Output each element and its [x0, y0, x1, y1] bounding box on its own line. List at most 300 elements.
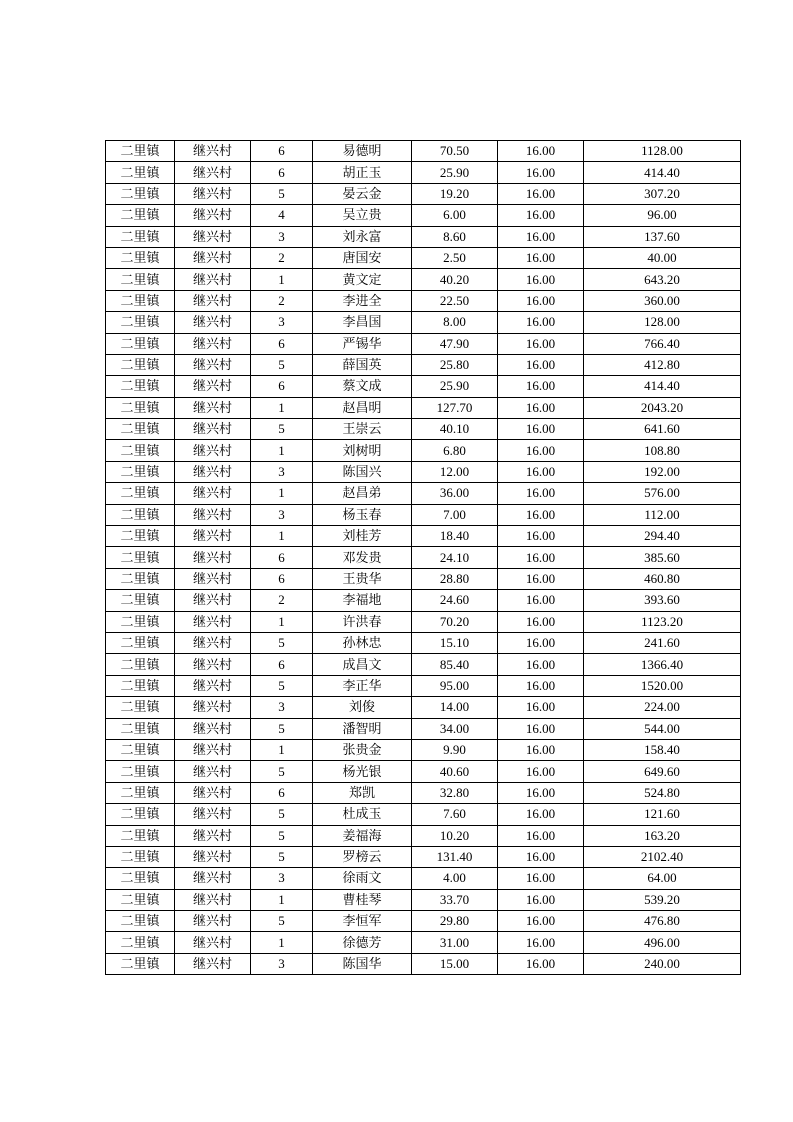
cell-area: 36.00: [412, 483, 498, 504]
cell-amount: 649.60: [584, 761, 741, 782]
cell-area: 28.80: [412, 568, 498, 589]
cell-amount: 1128.00: [584, 141, 741, 162]
cell-village: 继兴村: [175, 397, 251, 418]
cell-amount: 544.00: [584, 718, 741, 739]
table-row: [106, 590, 741, 611]
cell-price: 16.00: [498, 568, 584, 589]
cell-amount: 1520.00: [584, 675, 741, 696]
cell-name: 刘桂芳: [313, 526, 412, 547]
cell-area: 9.90: [412, 739, 498, 760]
cell-village: 继兴村: [175, 568, 251, 589]
cell-name: 刘俊: [313, 697, 412, 718]
table-row: [106, 953, 741, 974]
cell-group: 6: [251, 162, 313, 183]
cell-area: 40.60: [412, 761, 498, 782]
cell-town: 二里镇: [106, 183, 175, 204]
cell-village: 继兴村: [175, 141, 251, 162]
cell-town: 二里镇: [106, 953, 175, 974]
cell-village: 继兴村: [175, 654, 251, 675]
cell-amount: 576.00: [584, 483, 741, 504]
cell-area: 70.50: [412, 141, 498, 162]
cell-area: 34.00: [412, 718, 498, 739]
cell-name: 赵昌明: [313, 397, 412, 418]
cell-amount: 40.00: [584, 247, 741, 268]
cell-village: 继兴村: [175, 226, 251, 247]
cell-village: 继兴村: [175, 547, 251, 568]
table-row: [106, 804, 741, 825]
cell-village: 继兴村: [175, 697, 251, 718]
cell-price: 16.00: [498, 911, 584, 932]
cell-amount: 2043.20: [584, 397, 741, 418]
cell-village: 继兴村: [175, 483, 251, 504]
cell-town: 二里镇: [106, 804, 175, 825]
cell-amount: 360.00: [584, 290, 741, 311]
table-row: [106, 718, 741, 739]
cell-town: 二里镇: [106, 632, 175, 653]
cell-amount: 1366.40: [584, 654, 741, 675]
cell-town: 二里镇: [106, 547, 175, 568]
cell-area: 12.00: [412, 461, 498, 482]
cell-group: 6: [251, 333, 313, 354]
cell-name: 徐德芳: [313, 932, 412, 953]
cell-village: 继兴村: [175, 461, 251, 482]
cell-area: 8.00: [412, 312, 498, 333]
cell-price: 16.00: [498, 290, 584, 311]
cell-group: 6: [251, 568, 313, 589]
cell-area: 40.10: [412, 419, 498, 440]
cell-amount: 240.00: [584, 953, 741, 974]
cell-area: 40.20: [412, 269, 498, 290]
cell-village: 继兴村: [175, 354, 251, 375]
cell-amount: 641.60: [584, 419, 741, 440]
cell-group: 6: [251, 782, 313, 803]
cell-village: 继兴村: [175, 718, 251, 739]
cell-area: 24.60: [412, 590, 498, 611]
cell-area: 8.60: [412, 226, 498, 247]
cell-price: 16.00: [498, 846, 584, 867]
cell-village: 继兴村: [175, 932, 251, 953]
cell-village: 继兴村: [175, 632, 251, 653]
table-row: [106, 846, 741, 867]
cell-village: 继兴村: [175, 440, 251, 461]
cell-group: 5: [251, 718, 313, 739]
cell-amount: 224.00: [584, 697, 741, 718]
cell-amount: 412.80: [584, 354, 741, 375]
cell-town: 二里镇: [106, 354, 175, 375]
cell-price: 16.00: [498, 183, 584, 204]
cell-village: 继兴村: [175, 739, 251, 760]
cell-group: 3: [251, 868, 313, 889]
cell-price: 16.00: [498, 739, 584, 760]
cell-town: 二里镇: [106, 504, 175, 525]
cell-amount: 393.60: [584, 590, 741, 611]
cell-town: 二里镇: [106, 868, 175, 889]
cell-amount: 496.00: [584, 932, 741, 953]
cell-area: 25.80: [412, 354, 498, 375]
cell-name: 王贵华: [313, 568, 412, 589]
cell-area: 25.90: [412, 376, 498, 397]
cell-amount: 294.40: [584, 526, 741, 547]
cell-town: 二里镇: [106, 141, 175, 162]
cell-price: 16.00: [498, 761, 584, 782]
cell-group: 3: [251, 461, 313, 482]
cell-price: 16.00: [498, 483, 584, 504]
cell-town: 二里镇: [106, 675, 175, 696]
table-row: [106, 461, 741, 482]
cell-price: 16.00: [498, 932, 584, 953]
cell-town: 二里镇: [106, 782, 175, 803]
cell-name: 李正华: [313, 675, 412, 696]
cell-town: 二里镇: [106, 419, 175, 440]
cell-village: 继兴村: [175, 526, 251, 547]
cell-village: 继兴村: [175, 269, 251, 290]
cell-amount: 158.40: [584, 739, 741, 760]
cell-price: 16.00: [498, 226, 584, 247]
cell-name: 杨光银: [313, 761, 412, 782]
cell-name: 邓发贵: [313, 547, 412, 568]
table-row: [106, 761, 741, 782]
cell-town: 二里镇: [106, 911, 175, 932]
cell-amount: 476.80: [584, 911, 741, 932]
cell-area: 127.70: [412, 397, 498, 418]
cell-town: 二里镇: [106, 290, 175, 311]
cell-name: 郑凯: [313, 782, 412, 803]
table-row: [106, 141, 741, 162]
cell-amount: 766.40: [584, 333, 741, 354]
table-row: [106, 504, 741, 525]
cell-group: 1: [251, 739, 313, 760]
cell-price: 16.00: [498, 141, 584, 162]
cell-town: 二里镇: [106, 611, 175, 632]
cell-town: 二里镇: [106, 269, 175, 290]
cell-price: 16.00: [498, 354, 584, 375]
cell-price: 16.00: [498, 526, 584, 547]
table-row: [106, 162, 741, 183]
cell-village: 继兴村: [175, 290, 251, 311]
cell-price: 16.00: [498, 782, 584, 803]
cell-town: 二里镇: [106, 590, 175, 611]
cell-group: 6: [251, 547, 313, 568]
cell-area: 95.00: [412, 675, 498, 696]
cell-group: 3: [251, 226, 313, 247]
cell-price: 16.00: [498, 333, 584, 354]
cell-town: 二里镇: [106, 483, 175, 504]
table-row: [106, 312, 741, 333]
cell-town: 二里镇: [106, 440, 175, 461]
cell-group: 5: [251, 911, 313, 932]
cell-price: 16.00: [498, 953, 584, 974]
cell-group: 5: [251, 825, 313, 846]
cell-name: 唐国安: [313, 247, 412, 268]
table-row: [106, 526, 741, 547]
cell-price: 16.00: [498, 547, 584, 568]
cell-area: 6.00: [412, 205, 498, 226]
cell-area: 19.20: [412, 183, 498, 204]
cell-price: 16.00: [498, 397, 584, 418]
cell-village: 继兴村: [175, 761, 251, 782]
cell-amount: 128.00: [584, 312, 741, 333]
cell-area: 85.40: [412, 654, 498, 675]
cell-amount: 121.60: [584, 804, 741, 825]
cell-village: 继兴村: [175, 782, 251, 803]
cell-name: 薛国英: [313, 354, 412, 375]
table-row: [106, 333, 741, 354]
cell-price: 16.00: [498, 440, 584, 461]
cell-price: 16.00: [498, 697, 584, 718]
cell-town: 二里镇: [106, 568, 175, 589]
cell-price: 16.00: [498, 205, 584, 226]
table-row: [106, 654, 741, 675]
cell-amount: 241.60: [584, 632, 741, 653]
table-row: [106, 889, 741, 910]
cell-price: 16.00: [498, 718, 584, 739]
cell-group: 3: [251, 504, 313, 525]
cell-town: 二里镇: [106, 654, 175, 675]
cell-group: 5: [251, 804, 313, 825]
cell-name: 陈国华: [313, 953, 412, 974]
cell-village: 继兴村: [175, 675, 251, 696]
cell-name: 徐雨文: [313, 868, 412, 889]
cell-village: 继兴村: [175, 419, 251, 440]
cell-group: 4: [251, 205, 313, 226]
cell-amount: 1123.20: [584, 611, 741, 632]
cell-group: 1: [251, 889, 313, 910]
cell-area: 2.50: [412, 247, 498, 268]
cell-amount: 643.20: [584, 269, 741, 290]
cell-area: 15.10: [412, 632, 498, 653]
cell-name: 刘树明: [313, 440, 412, 461]
cell-name: 罗榜云: [313, 846, 412, 867]
cell-area: 14.00: [412, 697, 498, 718]
cell-group: 1: [251, 440, 313, 461]
cell-price: 16.00: [498, 590, 584, 611]
table-row: [106, 269, 741, 290]
cell-amount: 96.00: [584, 205, 741, 226]
cell-name: 姜福海: [313, 825, 412, 846]
cell-village: 继兴村: [175, 953, 251, 974]
cell-group: 5: [251, 183, 313, 204]
cell-name: 易德明: [313, 141, 412, 162]
cell-village: 继兴村: [175, 247, 251, 268]
cell-village: 继兴村: [175, 183, 251, 204]
table-row: [106, 483, 741, 504]
table-row: [106, 205, 741, 226]
cell-name: 李福地: [313, 590, 412, 611]
cell-price: 16.00: [498, 889, 584, 910]
table-body: [106, 141, 741, 975]
table-row: [106, 825, 741, 846]
cell-price: 16.00: [498, 825, 584, 846]
cell-village: 继兴村: [175, 911, 251, 932]
cell-price: 16.00: [498, 675, 584, 696]
cell-town: 二里镇: [106, 226, 175, 247]
cell-area: 47.90: [412, 333, 498, 354]
cell-group: 5: [251, 846, 313, 867]
cell-area: 15.00: [412, 953, 498, 974]
cell-group: 1: [251, 269, 313, 290]
cell-town: 二里镇: [106, 312, 175, 333]
cell-name: 李进全: [313, 290, 412, 311]
cell-amount: 2102.40: [584, 846, 741, 867]
cell-group: 6: [251, 654, 313, 675]
cell-name: 李昌国: [313, 312, 412, 333]
cell-town: 二里镇: [106, 162, 175, 183]
cell-name: 潘智明: [313, 718, 412, 739]
cell-amount: 414.40: [584, 376, 741, 397]
cell-name: 杨玉春: [313, 504, 412, 525]
cell-name: 吴立贵: [313, 205, 412, 226]
cell-village: 继兴村: [175, 333, 251, 354]
table-row: [106, 932, 741, 953]
cell-price: 16.00: [498, 376, 584, 397]
cell-town: 二里镇: [106, 889, 175, 910]
cell-group: 1: [251, 611, 313, 632]
cell-village: 继兴村: [175, 590, 251, 611]
table-row: [106, 697, 741, 718]
table-row: [106, 440, 741, 461]
cell-area: 10.20: [412, 825, 498, 846]
cell-group: 2: [251, 590, 313, 611]
cell-price: 16.00: [498, 461, 584, 482]
cell-amount: 163.20: [584, 825, 741, 846]
cell-village: 继兴村: [175, 504, 251, 525]
cell-amount: 414.40: [584, 162, 741, 183]
cell-price: 16.00: [498, 868, 584, 889]
cell-name: 严锡华: [313, 333, 412, 354]
table-row: [106, 632, 741, 653]
cell-group: 3: [251, 312, 313, 333]
cell-area: 7.00: [412, 504, 498, 525]
cell-town: 二里镇: [106, 825, 175, 846]
table-row: [106, 782, 741, 803]
table-row: [106, 376, 741, 397]
cell-price: 16.00: [498, 312, 584, 333]
cell-town: 二里镇: [106, 526, 175, 547]
cell-town: 二里镇: [106, 697, 175, 718]
cell-price: 16.00: [498, 162, 584, 183]
cell-price: 16.00: [498, 632, 584, 653]
cell-name: 李恒军: [313, 911, 412, 932]
cell-name: 王崇云: [313, 419, 412, 440]
cell-price: 16.00: [498, 804, 584, 825]
cell-town: 二里镇: [106, 205, 175, 226]
cell-village: 继兴村: [175, 611, 251, 632]
cell-group: 1: [251, 397, 313, 418]
cell-area: 7.60: [412, 804, 498, 825]
cell-town: 二里镇: [106, 247, 175, 268]
cell-village: 继兴村: [175, 162, 251, 183]
table-row: [106, 568, 741, 589]
cell-amount: 385.60: [584, 547, 741, 568]
cell-group: 2: [251, 290, 313, 311]
cell-amount: 539.20: [584, 889, 741, 910]
table-row: [106, 868, 741, 889]
cell-town: 二里镇: [106, 376, 175, 397]
cell-amount: 112.00: [584, 504, 741, 525]
cell-group: 5: [251, 632, 313, 653]
cell-price: 16.00: [498, 269, 584, 290]
table-row: [106, 247, 741, 268]
cell-town: 二里镇: [106, 739, 175, 760]
cell-area: 31.00: [412, 932, 498, 953]
cell-area: 70.20: [412, 611, 498, 632]
cell-name: 许洪春: [313, 611, 412, 632]
table-row: [106, 419, 741, 440]
cell-area: 4.00: [412, 868, 498, 889]
cell-area: 24.10: [412, 547, 498, 568]
cell-group: 1: [251, 483, 313, 504]
cell-name: 成昌文: [313, 654, 412, 675]
cell-village: 继兴村: [175, 312, 251, 333]
cell-name: 杜成玉: [313, 804, 412, 825]
cell-name: 赵昌弟: [313, 483, 412, 504]
cell-name: 孙林忠: [313, 632, 412, 653]
cell-village: 继兴村: [175, 825, 251, 846]
table-row: [106, 911, 741, 932]
cell-town: 二里镇: [106, 932, 175, 953]
data-table: [105, 140, 741, 975]
cell-area: 6.80: [412, 440, 498, 461]
table-row: [106, 675, 741, 696]
cell-village: 继兴村: [175, 205, 251, 226]
table-row: [106, 547, 741, 568]
cell-town: 二里镇: [106, 461, 175, 482]
cell-name: 胡正玉: [313, 162, 412, 183]
cell-name: 黄文定: [313, 269, 412, 290]
cell-name: 蔡文成: [313, 376, 412, 397]
cell-name: 晏云金: [313, 183, 412, 204]
cell-area: 22.50: [412, 290, 498, 311]
table-row: [106, 397, 741, 418]
cell-price: 16.00: [498, 654, 584, 675]
cell-group: 5: [251, 761, 313, 782]
cell-amount: 460.80: [584, 568, 741, 589]
cell-village: 继兴村: [175, 376, 251, 397]
table-row: [106, 183, 741, 204]
cell-name: 刘永富: [313, 226, 412, 247]
cell-group: 3: [251, 953, 313, 974]
cell-amount: 137.60: [584, 226, 741, 247]
cell-amount: 192.00: [584, 461, 741, 482]
cell-town: 二里镇: [106, 761, 175, 782]
cell-price: 16.00: [498, 504, 584, 525]
cell-price: 16.00: [498, 419, 584, 440]
cell-town: 二里镇: [106, 846, 175, 867]
cell-town: 二里镇: [106, 718, 175, 739]
cell-amount: 307.20: [584, 183, 741, 204]
cell-group: 6: [251, 141, 313, 162]
cell-area: 29.80: [412, 911, 498, 932]
cell-group: 3: [251, 697, 313, 718]
cell-group: 5: [251, 354, 313, 375]
table-row: [106, 290, 741, 311]
table-row: [106, 354, 741, 375]
cell-area: 32.80: [412, 782, 498, 803]
cell-name: 张贵金: [313, 739, 412, 760]
cell-area: 131.40: [412, 846, 498, 867]
cell-town: 二里镇: [106, 397, 175, 418]
cell-group: 6: [251, 376, 313, 397]
cell-name: 陈国兴: [313, 461, 412, 482]
cell-town: 二里镇: [106, 333, 175, 354]
cell-amount: 108.80: [584, 440, 741, 461]
cell-village: 继兴村: [175, 804, 251, 825]
cell-group: 2: [251, 247, 313, 268]
cell-village: 继兴村: [175, 889, 251, 910]
cell-village: 继兴村: [175, 846, 251, 867]
cell-group: 1: [251, 932, 313, 953]
cell-name: 曹桂琴: [313, 889, 412, 910]
